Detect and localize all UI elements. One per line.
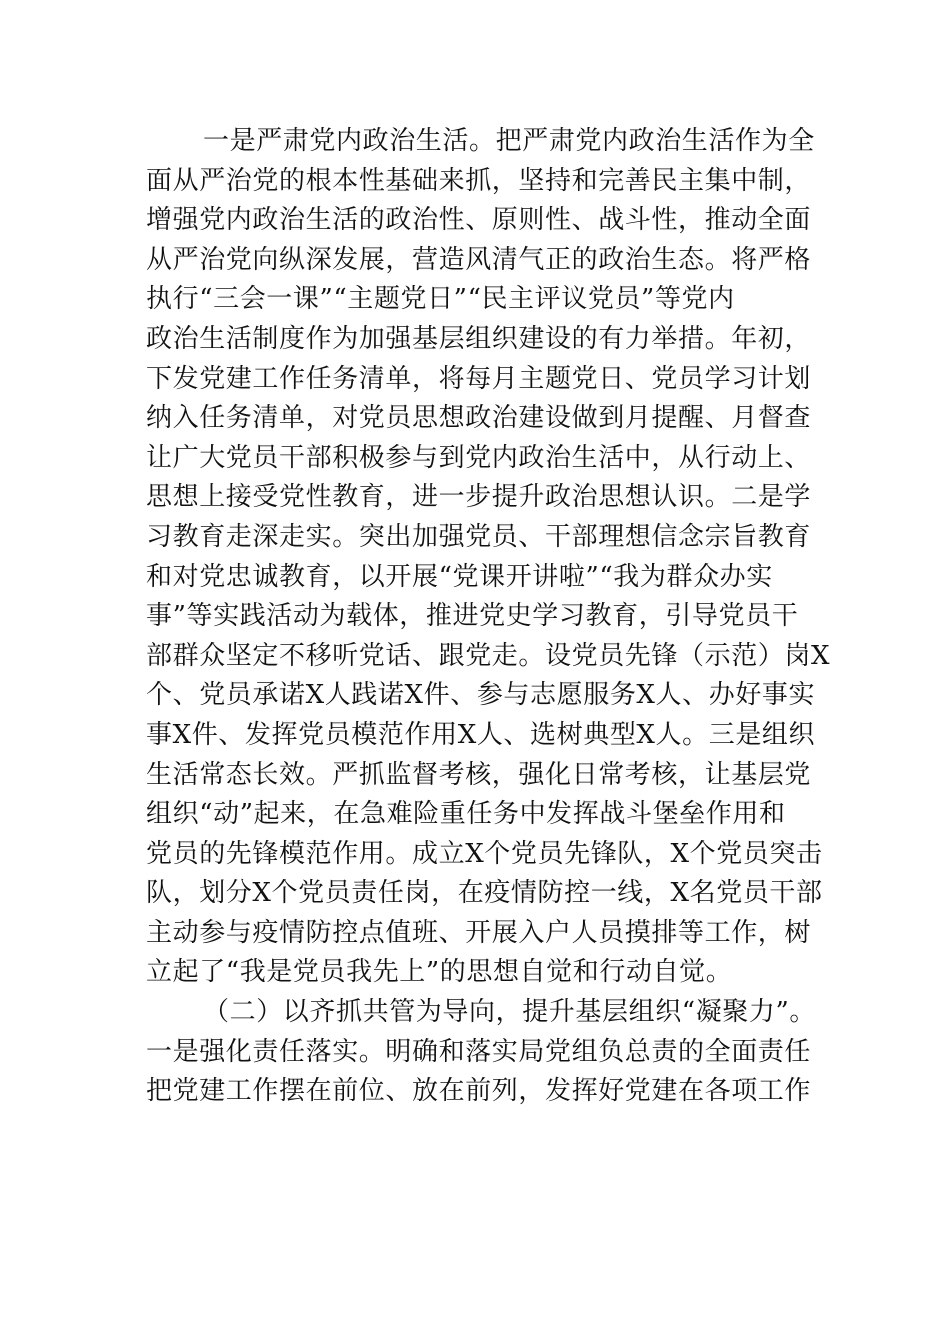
text-line: 从严治党向纵深发展，营造风清气正的政治生态。将严格 bbox=[146, 244, 812, 275]
text-line: 一是强化责任落实。明确和落实局党组负总责的全面责任 bbox=[146, 1036, 812, 1067]
text-line: 个、党员承诺X人践诺X件、参与志愿服务X人、办好事实 bbox=[146, 680, 816, 711]
text-line: 事”等实践活动为载体，推进党史学习教育，引导党员干 bbox=[146, 601, 799, 632]
text-line: 面从严治党的根本性基础来抓，坚持和完善民主集中制， bbox=[146, 165, 812, 196]
text-line: 部群众坚定不移听党话、跟党走。设党员先锋（示范）岗X bbox=[146, 640, 831, 671]
text-line: 政治生活制度作为加强基层组织建设的有力举措。年初， bbox=[146, 323, 812, 354]
body-text bbox=[146, 122, 831, 1112]
section-heading-line: （二）以齐抓共管为导向，提升基层组织“凝聚力”。 bbox=[203, 997, 816, 1028]
text-line: 党员的先锋模范作用。成立X个党员先锋队，X个党员突击 bbox=[146, 838, 823, 869]
text-line: 执行“三会一课”“主题党日”“民主评议党员”等党内 bbox=[146, 284, 735, 315]
text-line: 让广大党员干部积极参与到党内政治生活中，从行动上、 bbox=[146, 442, 812, 473]
text-line: 和对党忠诚教育，以开展“党课开讲啦”“我为群众办实 bbox=[146, 561, 773, 592]
text-line: 一是严肃党内政治生活。把严肃党内政治生活作为全 bbox=[203, 126, 815, 156]
text-line: 队，划分X个党员责任岗，在疫情防控一线，X名党员干部 bbox=[146, 878, 823, 909]
text-line: 纳入任务清单，对党员思想政治建设做到月提醒、月督查 bbox=[146, 403, 812, 434]
text-line: 习教育走深走实。突出加强党员、干部理想信念宗旨教育 bbox=[146, 521, 812, 552]
text-line: 增强党内政治生活的政治性、原则性、战斗性，推动全面 bbox=[146, 205, 812, 236]
text-line: 组织“动”起来，在急难险重任务中发挥战斗堡垒作用和 bbox=[146, 799, 786, 830]
text-line: 把党建工作摆在前位、放在前列，发挥好党建在各项工作 bbox=[146, 1076, 812, 1107]
text-line: 思想上接受党性教育，进一步提升政治思想认识。二是学 bbox=[146, 482, 812, 513]
text-line: 事X件、发挥党员模范作用X人、选树典型X人。三是组织 bbox=[146, 719, 816, 750]
text-line: 主动参与疫情防控点值班、开展入户人员摸排等工作，树 bbox=[146, 917, 812, 948]
text-line: 生活常态长效。严抓监督考核，强化日常考核，让基层党 bbox=[146, 759, 812, 790]
text-line: 立起了“我是党员我先上”的思想自觉和行动自觉。 bbox=[146, 957, 733, 988]
text-line: 下发党建工作任务清单，将每月主题党日、党员学习计划 bbox=[146, 363, 812, 394]
